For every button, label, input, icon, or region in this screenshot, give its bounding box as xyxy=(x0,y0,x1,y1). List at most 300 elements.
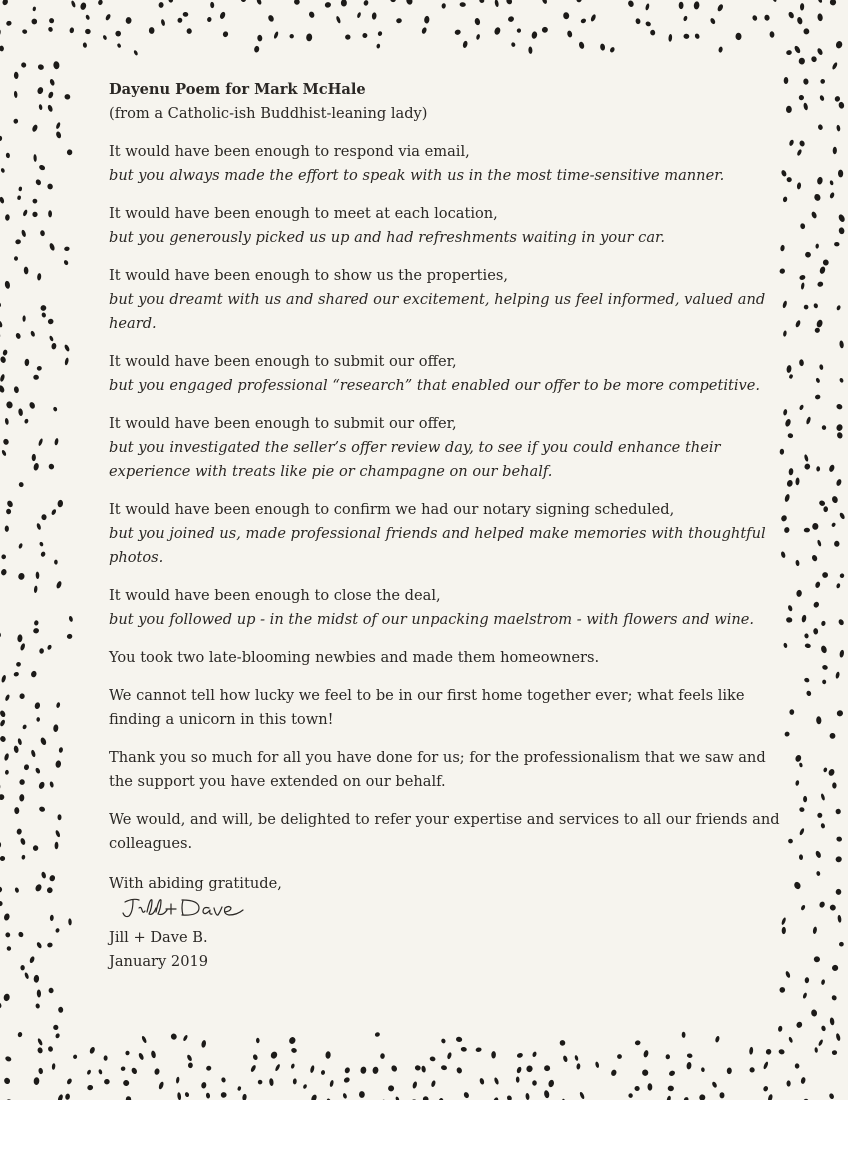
decorative-dot xyxy=(32,6,36,11)
decorative-dot xyxy=(421,1065,426,1072)
decorative-dot xyxy=(795,560,800,567)
decorative-dot xyxy=(1,675,7,684)
decorative-dot xyxy=(344,1067,351,1074)
decorative-dot xyxy=(829,904,837,912)
decorative-dot xyxy=(817,124,823,131)
decorative-dot xyxy=(693,1,700,10)
decorative-dot xyxy=(516,28,521,34)
decorative-dot xyxy=(310,1065,315,1073)
decorative-dot xyxy=(668,1070,676,1077)
decorative-dot xyxy=(727,1067,732,1074)
decorative-dot xyxy=(462,40,468,48)
decorative-dot xyxy=(21,854,26,859)
decorative-dot xyxy=(782,196,787,202)
decorative-dot xyxy=(5,932,11,938)
decorative-dot xyxy=(429,1056,436,1062)
decorative-dot xyxy=(359,1091,365,1098)
decorative-dot xyxy=(782,927,786,934)
decorative-dot xyxy=(89,1046,96,1054)
decorative-dot xyxy=(63,259,69,265)
decorative-dot xyxy=(820,645,827,654)
decorative-dot xyxy=(341,0,347,7)
decorative-dot xyxy=(822,679,826,684)
decorative-dot xyxy=(22,209,28,217)
decorative-dot xyxy=(831,964,838,971)
decorative-dot xyxy=(24,266,29,274)
decorative-dot xyxy=(343,1076,351,1083)
decorative-dot xyxy=(832,1050,837,1055)
decorative-dot xyxy=(493,1077,499,1085)
decorative-dot xyxy=(789,709,794,715)
decorative-dot xyxy=(207,17,212,23)
decorative-dot xyxy=(374,1031,380,1037)
decorative-dot xyxy=(709,17,716,25)
decorative-dot xyxy=(796,590,802,598)
decorative-dot xyxy=(186,1054,193,1062)
decorative-dot xyxy=(796,16,803,24)
decorative-dot xyxy=(34,702,41,710)
decorative-dot xyxy=(576,1063,580,1070)
decorative-dot xyxy=(20,965,24,970)
decorative-dot xyxy=(57,500,63,508)
decorative-dot xyxy=(828,1093,834,1100)
letter-body xyxy=(109,78,781,974)
decorative-dot xyxy=(15,661,21,667)
decorative-dot xyxy=(219,11,226,20)
decorative-dot xyxy=(778,1025,783,1032)
decorative-dot xyxy=(160,19,165,26)
decorative-dot xyxy=(827,768,835,777)
decorative-dot xyxy=(819,266,826,275)
decorative-dot xyxy=(800,904,806,911)
decorative-dot xyxy=(254,46,260,53)
decorative-dot xyxy=(815,394,821,400)
decorative-dot xyxy=(641,1069,649,1077)
decorative-dot xyxy=(104,1079,110,1085)
decorative-dot xyxy=(158,1081,165,1090)
decorative-dot xyxy=(47,644,53,650)
stanza-but-line: but you engaged professional “research” that enabled our offer to be more competitive. xyxy=(109,377,761,394)
stanza-line: It would have been enough to submit our offer, xyxy=(109,353,457,370)
decorative-dot xyxy=(210,2,215,9)
decorative-dot xyxy=(463,1091,470,1099)
scan-margin xyxy=(0,1100,848,1168)
decorative-dot xyxy=(24,359,29,367)
decorative-dot xyxy=(183,12,189,17)
decorative-dot xyxy=(816,319,824,328)
decorative-dot xyxy=(48,463,55,470)
letter-subtitle: (from a Catholic-ish Buddhist-leaning lady) xyxy=(109,105,428,122)
decorative-dot xyxy=(814,581,820,589)
decorative-dot xyxy=(818,500,826,507)
decorative-dot xyxy=(18,543,23,549)
decorative-dot xyxy=(786,106,792,113)
decorative-dot xyxy=(628,1093,633,1098)
decorative-dot xyxy=(796,149,802,157)
decorative-dot xyxy=(491,1051,496,1059)
decorative-dot xyxy=(5,525,9,531)
decorative-dot xyxy=(17,195,21,200)
decorative-dot xyxy=(782,300,788,308)
decorative-dot xyxy=(55,122,61,130)
decorative-dot xyxy=(5,770,9,775)
decorative-dot xyxy=(387,1085,394,1092)
decorative-dot xyxy=(817,813,822,818)
decorative-dot xyxy=(256,0,262,5)
decorative-dot xyxy=(815,377,820,383)
stanza xyxy=(109,412,781,484)
decorative-dot xyxy=(24,972,30,980)
decorative-dot xyxy=(0,631,2,638)
decorative-dot xyxy=(799,58,805,65)
decorative-dot xyxy=(35,767,41,774)
decorative-dot xyxy=(718,46,723,53)
decorative-dot xyxy=(797,182,802,189)
decorative-dot xyxy=(812,523,818,530)
decorative-dot xyxy=(783,526,790,533)
decorative-dot xyxy=(66,1078,73,1085)
decorative-dot xyxy=(30,18,38,26)
decorative-dot xyxy=(37,1038,43,1046)
decorative-dot xyxy=(30,330,36,337)
decorative-dot xyxy=(115,31,121,37)
decorative-dot xyxy=(53,724,59,732)
decorative-dot xyxy=(48,1046,54,1052)
decorative-dot xyxy=(66,633,72,639)
decorative-dot xyxy=(325,1051,331,1059)
decorative-dot xyxy=(33,154,37,162)
stanza xyxy=(109,140,781,188)
decorative-dot xyxy=(763,1085,769,1092)
decorative-dot xyxy=(58,747,63,753)
decorative-dot xyxy=(507,15,515,23)
decorative-dot xyxy=(3,1077,11,1085)
decorative-dot xyxy=(324,1,331,8)
decorative-dot xyxy=(814,1047,818,1053)
decorative-dot xyxy=(532,1080,537,1085)
decorative-dot xyxy=(18,931,25,938)
decorative-dot xyxy=(643,1050,649,1058)
decorative-dot xyxy=(839,573,845,579)
decorative-dot xyxy=(41,312,47,318)
decorative-dot xyxy=(2,349,8,356)
decorative-dot xyxy=(406,0,414,5)
decorative-dot xyxy=(49,781,54,788)
decorative-dot xyxy=(188,1062,193,1068)
decorative-dot xyxy=(13,671,19,677)
decorative-dot xyxy=(5,214,10,221)
decorative-dot xyxy=(67,149,73,155)
decorative-dot xyxy=(780,514,788,522)
stanza-but-line: but you dreamt with us and shared our excitement, helping us feel informed, valued and heard. xyxy=(109,291,766,332)
decorative-dot xyxy=(786,479,793,487)
decorative-dot xyxy=(170,1033,178,1041)
decorative-dot xyxy=(51,508,57,515)
decorative-dot xyxy=(14,256,18,261)
decorative-dot xyxy=(441,1038,447,1044)
decorative-dot xyxy=(785,971,791,979)
decorative-dot xyxy=(516,1052,523,1058)
decorative-dot xyxy=(0,710,6,718)
decorative-dot xyxy=(33,975,39,983)
decorative-dot xyxy=(222,31,229,38)
decorative-dot xyxy=(47,91,54,99)
decorative-dot xyxy=(580,18,587,24)
decorative-dot xyxy=(20,61,27,68)
decorative-dot xyxy=(839,512,846,520)
decorative-dot xyxy=(811,554,818,562)
decorative-dot xyxy=(779,987,785,993)
stanza-line: It would have been enough to confirm we had our notary signing scheduled, xyxy=(109,501,675,518)
stanza xyxy=(109,584,781,632)
decorative-dot xyxy=(201,1040,207,1048)
decorative-dot xyxy=(38,1068,44,1075)
decorative-dot xyxy=(141,1035,147,1043)
decorative-dot xyxy=(600,43,606,51)
decorative-dot xyxy=(459,2,466,7)
decorative-dot xyxy=(819,95,825,102)
decorative-dot xyxy=(53,406,58,412)
decorative-dot xyxy=(176,1076,180,1083)
decorative-dot xyxy=(834,95,841,102)
decorative-dot xyxy=(804,643,811,648)
decorative-dot xyxy=(36,572,40,580)
decorative-dot xyxy=(787,605,793,612)
decorative-dot xyxy=(616,1053,622,1059)
decorative-dot xyxy=(290,1063,295,1069)
decorative-dot xyxy=(38,438,44,446)
decorative-dot xyxy=(788,468,793,476)
decorative-dot xyxy=(787,11,794,19)
decorative-dot xyxy=(380,1053,385,1059)
decorative-dot xyxy=(17,1032,23,1038)
stanza-line: It would have been enough to meet at each location, xyxy=(109,205,498,222)
decorative-dot xyxy=(701,1067,705,1072)
decorative-dot xyxy=(19,693,25,699)
decorative-dot xyxy=(806,416,812,425)
decorative-dot xyxy=(822,425,827,430)
decorative-dot xyxy=(786,1080,790,1086)
decorative-dot xyxy=(563,12,570,20)
decorative-dot xyxy=(80,2,87,11)
decorative-dot xyxy=(18,482,24,488)
decorative-dot xyxy=(784,77,789,84)
decorative-dot xyxy=(828,464,835,473)
decorative-dot xyxy=(686,1062,692,1070)
stanza xyxy=(109,264,781,336)
decorative-dot xyxy=(476,34,481,41)
decorative-dot xyxy=(125,1051,130,1056)
decorative-dot xyxy=(548,1079,555,1088)
decorative-dot xyxy=(818,901,825,909)
decorative-dot xyxy=(831,495,838,503)
decorative-dot xyxy=(138,1052,145,1060)
decorative-dot xyxy=(494,0,499,7)
decorative-dot xyxy=(454,29,461,36)
decorative-dot xyxy=(24,418,29,424)
decorative-dot xyxy=(270,1050,279,1059)
decorative-dot xyxy=(17,634,23,642)
decorative-dot xyxy=(102,35,107,41)
decorative-dot xyxy=(6,500,14,508)
decorative-dot xyxy=(38,781,46,790)
decorative-dot xyxy=(390,0,396,2)
decorative-dot xyxy=(683,15,688,21)
decorative-dot xyxy=(793,881,802,890)
decorative-dot xyxy=(764,14,770,21)
decorative-dot xyxy=(835,40,843,49)
decorative-dot xyxy=(302,1084,307,1090)
decorative-dot xyxy=(56,580,63,589)
decorative-dot xyxy=(22,315,25,322)
decorative-dot xyxy=(786,50,792,56)
decorative-dot xyxy=(154,1068,160,1075)
decorative-dot xyxy=(335,16,341,24)
decorative-dot xyxy=(769,31,774,38)
decorative-dot xyxy=(17,738,22,746)
decorative-dot xyxy=(819,364,824,370)
decorative-dot xyxy=(686,1053,692,1059)
decorative-dot xyxy=(836,305,841,311)
decorative-dot xyxy=(835,671,840,679)
decorative-dot xyxy=(0,374,5,383)
decorative-dot xyxy=(505,0,513,5)
decorative-dot xyxy=(479,0,485,4)
decorative-dot xyxy=(29,956,36,964)
decorative-dot xyxy=(783,409,788,416)
decorative-dot xyxy=(647,1083,652,1091)
decorative-dot xyxy=(0,886,3,894)
decorative-dot xyxy=(574,1055,579,1061)
decorative-dot xyxy=(37,63,45,70)
decorative-dot xyxy=(830,0,837,6)
decorative-dot xyxy=(205,1065,212,1072)
decorative-dot xyxy=(342,1093,347,1099)
decorative-dot xyxy=(836,709,844,717)
decorative-dot xyxy=(679,2,684,9)
decorative-dot xyxy=(610,1069,617,1077)
decorative-dot xyxy=(68,616,73,623)
decorative-dot xyxy=(817,0,823,3)
decorative-dot xyxy=(804,305,809,310)
decorative-dot xyxy=(55,830,61,838)
decorative-dot xyxy=(14,887,19,893)
decorative-dot xyxy=(1,554,6,560)
decorative-dot xyxy=(804,251,812,259)
decorative-dot xyxy=(182,1034,188,1041)
decorative-dot xyxy=(86,1069,91,1075)
decorative-dot xyxy=(424,16,430,24)
decorative-dot xyxy=(815,243,819,248)
decorative-dot xyxy=(823,259,829,265)
decorative-dot xyxy=(804,633,809,639)
decorative-dot xyxy=(609,46,615,53)
decorative-dot xyxy=(41,871,47,879)
decorative-dot xyxy=(804,463,811,471)
decorative-dot xyxy=(6,509,11,515)
decorative-dot xyxy=(390,1064,398,1072)
decorative-dot xyxy=(168,0,173,3)
decorative-dot xyxy=(54,438,59,446)
decorative-dot xyxy=(33,375,39,380)
decorative-dot xyxy=(126,17,132,24)
decorative-dot xyxy=(716,3,724,12)
decorative-dot xyxy=(838,227,845,235)
decorative-dot xyxy=(36,717,40,722)
decorative-dot xyxy=(821,1025,827,1032)
decorative-dot xyxy=(0,136,2,142)
decorative-dot xyxy=(47,942,53,948)
decorative-dot xyxy=(531,31,538,39)
decorative-dot xyxy=(831,994,837,1001)
decorative-dot xyxy=(38,806,46,813)
decorative-dot xyxy=(455,1036,462,1042)
decorative-dot xyxy=(47,183,54,190)
stanza xyxy=(109,350,781,398)
decorative-dot xyxy=(795,1063,800,1069)
decorative-dot xyxy=(837,915,842,923)
decorative-dot xyxy=(803,796,807,802)
decorative-dot xyxy=(803,78,809,85)
decorative-dot xyxy=(0,29,2,38)
decorative-dot xyxy=(273,31,279,39)
decorative-dot xyxy=(559,1040,565,1046)
decorative-dot xyxy=(356,12,361,19)
decorative-dot xyxy=(799,404,805,411)
decorative-dot xyxy=(30,749,36,757)
decorative-dot xyxy=(787,433,793,439)
decorative-dot xyxy=(21,229,27,237)
decorative-dot xyxy=(532,1051,537,1058)
decorative-dot xyxy=(814,327,821,334)
decorative-dot xyxy=(15,239,21,245)
decorative-dot xyxy=(6,946,11,951)
decorative-dot xyxy=(820,79,825,84)
decorative-dot xyxy=(803,28,809,35)
decorative-dot xyxy=(682,1032,686,1038)
decorative-dot xyxy=(516,1066,522,1074)
decorative-dot xyxy=(752,15,758,22)
decorative-dot xyxy=(34,883,42,892)
decorative-dot xyxy=(799,807,805,813)
decorative-dot xyxy=(6,401,14,409)
signed-name: Jill + Dave B. xyxy=(109,929,208,946)
decorative-dot xyxy=(55,760,61,768)
decorative-dot xyxy=(795,320,802,328)
decorative-dot xyxy=(6,20,13,26)
decorative-dot xyxy=(838,618,845,626)
decorative-dot xyxy=(820,793,825,801)
decorative-dot xyxy=(35,1003,40,1009)
decorative-dot xyxy=(151,1050,157,1058)
decorative-dot xyxy=(817,176,824,184)
decorative-dot xyxy=(456,1067,463,1075)
decorative-dot xyxy=(421,27,428,35)
decorative-dot xyxy=(3,993,11,1002)
decorative-dot xyxy=(4,1055,12,1062)
decorative-dot xyxy=(360,1066,367,1074)
decorative-dot xyxy=(13,118,19,124)
decorative-dot xyxy=(493,26,501,35)
decorative-dot xyxy=(829,180,834,186)
decorative-dot xyxy=(578,41,585,49)
decorative-dot xyxy=(818,1039,824,1047)
decorative-dot xyxy=(256,1038,260,1043)
decorative-dot xyxy=(28,401,35,409)
decorative-dot xyxy=(54,842,58,850)
decorative-dot xyxy=(562,1055,568,1063)
decorative-dot xyxy=(4,418,9,425)
